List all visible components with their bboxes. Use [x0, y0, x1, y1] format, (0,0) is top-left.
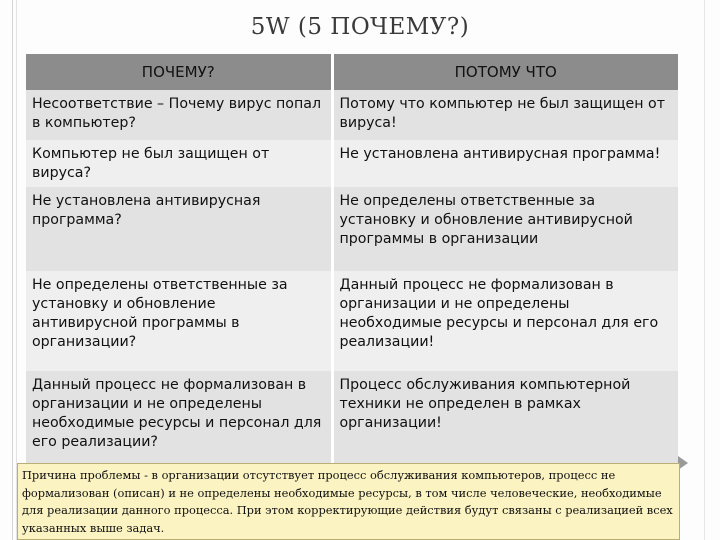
table-row: [26, 371, 678, 463]
table-row: [26, 187, 678, 271]
cell-because: Потому что компьютер не был защищен от вируса!: [332, 90, 678, 140]
header-because: ПОТОМУ ЧТО: [332, 54, 678, 90]
left-border-line-inner: [16, 0, 17, 540]
cell-because: Не определены ответственные за установку и обновление антивирусной программы в организации: [332, 187, 678, 271]
table-header-row: [26, 54, 678, 90]
cell-why: Компьютер не был защищен от вируса?: [26, 140, 332, 187]
cell-why: Данный процесс не формализован в организации и не определены необходимые ресурсы и персонал для его реализации?: [26, 371, 332, 463]
header-why: ПОЧЕМУ?: [26, 54, 332, 90]
cell-because: Не установлена антивирусная программа!: [332, 140, 678, 187]
conclusion-note: Причина проблемы - в организации отсутствует процесс обслуживания компьютеров, процесс не формализован (описан) и не определены необходимые ресурсы, в том числе человеческие, необходимые для реализации данного процесса. При этом корректирующие действия будут связаны с реализацией всех указанных выше задач.: [17, 463, 680, 540]
right-border-line: [704, 0, 705, 540]
slide-title: 5W (5 ПОЧЕМУ?): [250, 14, 470, 40]
cell-because: Данный процесс не формализован в организации и не определены необходимые ресурсы и персонал для его реализации!: [332, 271, 678, 371]
table-row: [26, 271, 678, 371]
cell-why: Не определены ответственные за установку и обновление антивирусной программы в организации?: [26, 271, 332, 371]
table-row: [26, 140, 678, 187]
cell-why: Несоответствие – Почему вирус попал в компьютер?: [26, 90, 332, 140]
cell-why: Не установлена антивирусная программа?: [26, 187, 332, 271]
left-border-line: [12, 0, 13, 540]
cell-because: Процесс обслуживания компьютерной техники не определен в рамках организации!: [332, 371, 678, 463]
table-row: [26, 90, 678, 140]
why-table: [26, 54, 678, 463]
